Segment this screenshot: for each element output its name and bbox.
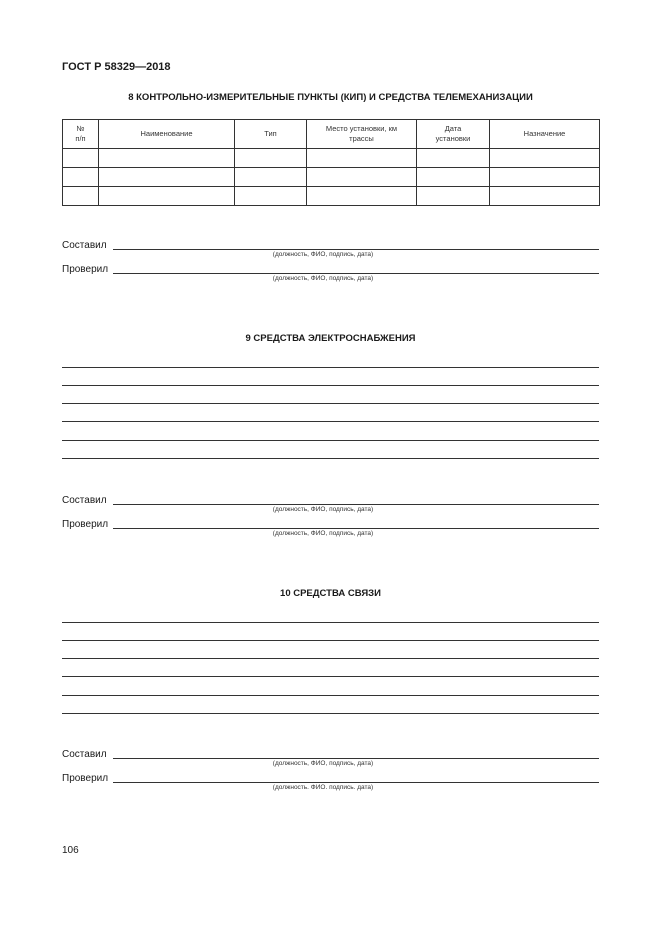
table-cell[interactable] xyxy=(99,187,235,206)
table-cell[interactable] xyxy=(99,168,235,187)
table-cell[interactable] xyxy=(235,168,307,187)
kip-table xyxy=(62,119,600,206)
table-row xyxy=(63,168,600,187)
table-cell[interactable] xyxy=(235,187,307,206)
section-8-compiled-label: Составил xyxy=(62,240,107,251)
section-9-checked-signature-line[interactable] xyxy=(113,528,599,529)
section-10-checked-label: Проверил xyxy=(62,773,109,784)
section-10-compiled-hint: (должность, ФИО, подпись, дата) xyxy=(272,760,374,767)
section-9-compiled-hint: (должность, ФИО, подпись, дата) xyxy=(272,506,374,513)
table-cell[interactable] xyxy=(490,168,600,187)
table-cell[interactable] xyxy=(307,149,417,168)
table-cell[interactable] xyxy=(490,187,600,206)
section-9-entry-line[interactable] xyxy=(62,385,599,386)
table-cell[interactable] xyxy=(99,149,235,168)
section-9-entry-line[interactable] xyxy=(62,421,599,422)
col-header-number-line2: п/п xyxy=(75,134,86,143)
section-9-entry-line[interactable] xyxy=(62,458,599,459)
section-10-entry-line[interactable] xyxy=(62,640,599,641)
table-header-row xyxy=(63,120,600,149)
table-cell[interactable] xyxy=(417,187,490,206)
table-cell[interactable] xyxy=(235,149,307,168)
table-cell[interactable] xyxy=(417,149,490,168)
section-9-compiled-label: Составил xyxy=(62,495,107,506)
section-10-compiled-label: Составил xyxy=(62,749,107,760)
section-10-compiled-signature-line[interactable] xyxy=(113,758,599,759)
section-10-entry-line[interactable] xyxy=(62,622,599,623)
section-8-compiled-hint: (должность, ФИО, подпись, дата) xyxy=(272,251,374,258)
section-10-entry-line[interactable] xyxy=(62,676,599,677)
col-header-date-line2: установки xyxy=(435,134,471,143)
section-8-title: 8 КОНТРОЛЬНО-ИЗМЕРИТЕЛЬНЫЕ ПУНКТЫ (КИП) И СРЕДСТВА ТЕЛЕМЕХАНИЗАЦИИ xyxy=(128,92,533,103)
section-8-checked-signature-line[interactable] xyxy=(113,273,599,274)
col-header-date-line1: Дата xyxy=(444,124,462,133)
col-header-name: Наименование xyxy=(99,120,235,149)
col-header-purpose: Назначение xyxy=(490,120,600,149)
page-number: 106 xyxy=(62,845,79,856)
col-header-place-line2: трассы xyxy=(349,134,374,143)
table-cell[interactable] xyxy=(63,168,99,187)
section-8-compiled-signature-line[interactable] xyxy=(113,249,599,250)
section-9-checked-hint: (должность, ФИО, подпись, дата) xyxy=(272,530,374,537)
section-9-compiled-signature-line[interactable] xyxy=(113,504,599,505)
col-header-number xyxy=(63,120,99,149)
section-9-title: 9 СРЕДСТВА ЭЛЕКТРОСНАБЖЕНИЯ xyxy=(245,333,416,344)
section-9-checked-label: Проверил xyxy=(62,519,109,530)
section-9-entry-line[interactable] xyxy=(62,367,599,368)
col-header-number-line1: № xyxy=(76,124,85,133)
table-cell[interactable] xyxy=(63,149,99,168)
table-cell[interactable] xyxy=(63,187,99,206)
section-10-entry-line[interactable] xyxy=(62,695,599,696)
table-cell[interactable] xyxy=(490,149,600,168)
section-10-checked-signature-line[interactable] xyxy=(113,782,599,783)
col-header-type: Тип xyxy=(235,120,307,149)
col-header-date xyxy=(417,120,490,149)
section-10-entry-line[interactable] xyxy=(62,713,599,714)
col-header-place-line1: Место установки, км xyxy=(325,124,398,133)
table-row xyxy=(63,187,600,206)
section-8-checked-hint: (должность, ФИО, подпись, дата) xyxy=(272,275,374,282)
table-cell[interactable] xyxy=(307,187,417,206)
table-cell[interactable] xyxy=(417,168,490,187)
section-10-checked-hint: (должность. ФИО. подпись. дата) xyxy=(272,784,374,791)
section-10-title: 10 СРЕДСТВА СВЯЗИ xyxy=(280,588,381,599)
section-9-entry-line[interactable] xyxy=(62,403,599,404)
section-8-checked-label: Проверил xyxy=(62,264,109,275)
table-cell[interactable] xyxy=(307,168,417,187)
section-10-entry-line[interactable] xyxy=(62,658,599,659)
section-9-entry-line[interactable] xyxy=(62,440,599,441)
table-row xyxy=(63,149,600,168)
col-header-place xyxy=(307,120,417,149)
document-header: ГОСТ Р 58329—2018 xyxy=(62,61,171,73)
